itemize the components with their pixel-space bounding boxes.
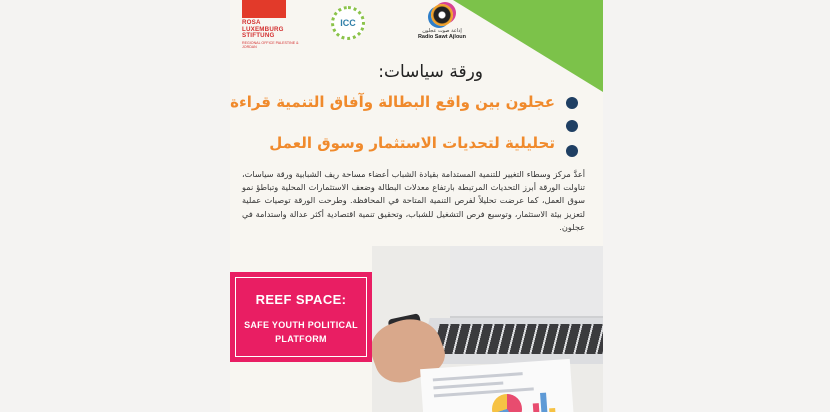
rosa-line-3: STIFTUNG bbox=[242, 32, 275, 39]
icc-logo bbox=[331, 6, 365, 40]
title-line-1: عجلون بين واقع البطالة وآفاق التنمية قراءة bbox=[230, 93, 555, 111]
banner-subtitle-line-2: PLATFORM bbox=[275, 334, 327, 344]
body-paragraph: أعدَّ مركز وسطاء التغيير للتنمية المستدامة بقيادة الشباب أعضاء مساحة ريف الشبابية ورقة سياسات، تناولت الورقة أبرز التحديات المرتبطة بارتفاع معدلات البطالة وضعف الاستثمارات المحلية وتباطؤ نمو سوق العمل، كما عرضت تحليلاً لفرص التنمية المتاحة في المحافظة. وطرحت الورقة توصيات عملية لتعزيز بيئة الاستثمار، وتوسيع فرص التشغيل للشباب، وتحقيق تنمية اقتصادية أكثر عدالة واستدامة في عجلون. bbox=[242, 169, 585, 232]
paper-bar bbox=[549, 408, 556, 412]
bullet-dot bbox=[566, 120, 578, 132]
rosa-line-1: ROSA bbox=[242, 19, 261, 26]
icc-logo-text: ICC bbox=[340, 18, 356, 28]
rosa-red-block bbox=[242, 0, 286, 18]
title-line-2: تحليلية لتحديات الاستثمار وسوق العمل bbox=[269, 134, 555, 152]
banner-title: REEF SPACE: bbox=[255, 292, 347, 307]
paper-line bbox=[433, 372, 523, 381]
reef-space-banner bbox=[230, 272, 372, 362]
rosa-logo-text bbox=[242, 20, 300, 40]
bullet-dot bbox=[566, 97, 578, 109]
laptop-screen bbox=[450, 246, 603, 319]
radio-sawt-ajloun-logo bbox=[410, 0, 474, 45]
banner-frame bbox=[235, 277, 367, 357]
rosa-logo-subtitle: REGIONAL OFFICE PALESTINE & JORDAN bbox=[242, 40, 299, 49]
paper-bar bbox=[533, 403, 540, 412]
rosa-luxemburg-logo bbox=[242, 0, 300, 49]
banner-subtitle-line-1: SAFE YOUTH POLITICAL bbox=[244, 320, 358, 330]
policy-paper-poster bbox=[230, 0, 603, 412]
laptop-keyboard bbox=[432, 324, 603, 354]
policy-paper-heading: ورقة سياسات: bbox=[378, 62, 483, 82]
radio-logo-arabic: إذاعة صوت عجلون bbox=[422, 28, 462, 34]
paper-line bbox=[434, 387, 534, 397]
radio-disc-icon bbox=[431, 4, 453, 26]
radio-logo-english: Radio Sawt Ajloun bbox=[417, 34, 467, 40]
laptop-desk-photo bbox=[372, 246, 603, 412]
rosa-line-2: LUXEMBURG bbox=[242, 25, 284, 33]
paper-line bbox=[433, 382, 503, 390]
paper-bar bbox=[540, 393, 548, 412]
bullet-dot bbox=[566, 145, 578, 157]
